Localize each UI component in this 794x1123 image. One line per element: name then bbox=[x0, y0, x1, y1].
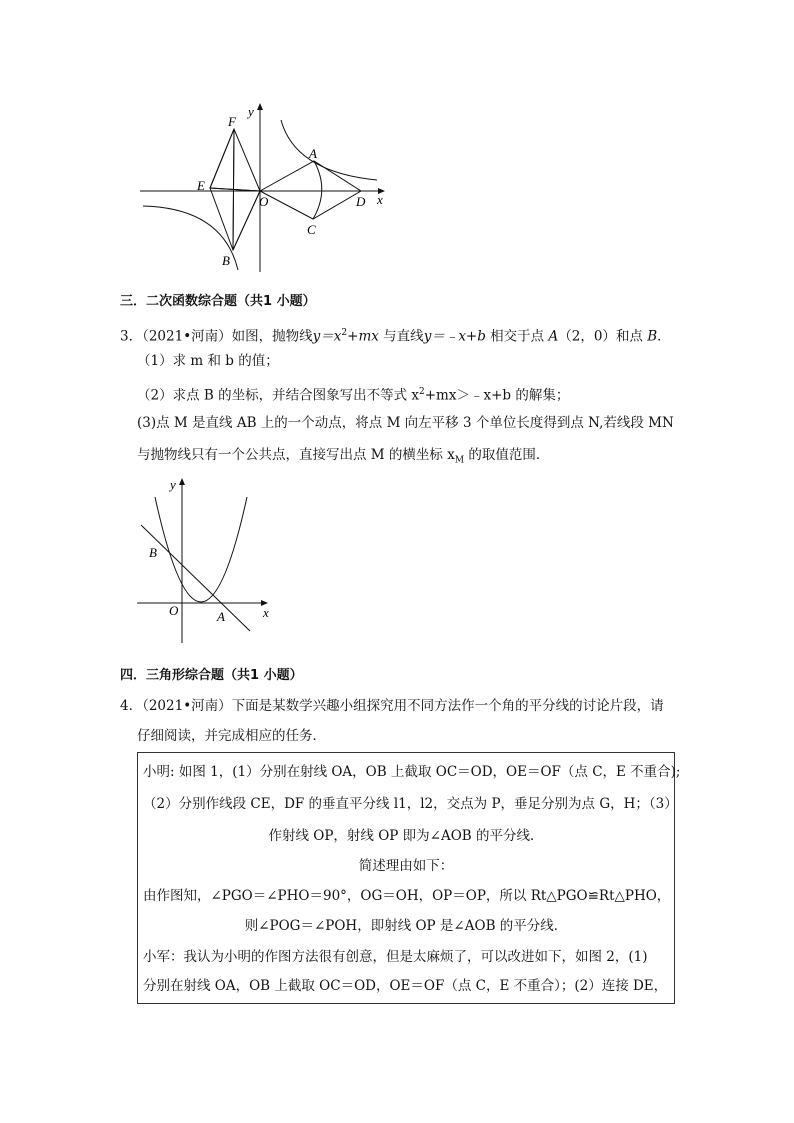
question4-line1: 4．（2021•河南）下面是某数学兴趣小组探究用不同方法作一个角的平分线的讨论片段，请 bbox=[120, 698, 664, 714]
label-C: C bbox=[307, 222, 316, 237]
y-axis-arrow bbox=[179, 478, 185, 485]
section3-heading: 三．二次函数综合题（共1 小题） bbox=[120, 294, 316, 309]
label-x: x bbox=[377, 192, 383, 207]
box-line2: （2）分别作线段 CE，DF 的垂直平分线 l1，l2，交点为 P，垂足分别为点 G，H；（3） bbox=[143, 796, 678, 812]
box-line8: 分别在射线 OA，OB 上截取 OC＝OD，OE＝OF（点 C，E 不重合）；(2）连接 DE， bbox=[143, 978, 668, 994]
box-line7: 小军：我认为小明的作图方法很有创意，但是太麻烦了，可以改进如下，如图 2，(1) bbox=[143, 949, 648, 965]
label-B: B bbox=[222, 253, 230, 268]
rhombus-right bbox=[260, 161, 361, 219]
question3-part2: （2）求点 B 的坐标，并结合图象写出不等式 $x^2+mx>﹣x+b$ 的解集； bbox=[137, 387, 570, 404]
label-E: E bbox=[197, 178, 205, 193]
question3-part1: （1）求 m 和 b 的值； bbox=[137, 353, 279, 369]
arc-AC bbox=[313, 161, 322, 219]
label-y: y bbox=[170, 477, 176, 492]
label-O: O bbox=[259, 194, 269, 209]
label-D: D bbox=[356, 194, 366, 209]
box-line1: 小明: 如图 1，(1）分别在射线 OA，OB 上截取 OC＝OD，OE＝OF（点 C，E 不重合); bbox=[143, 764, 681, 780]
question3-part3-line1: (3)点 M 是直线 AB 上的一个动点，将点 M 向左平移 3 个单位长度得到点 N,若线段 MN bbox=[137, 415, 674, 431]
y-axis-arrow bbox=[257, 103, 263, 110]
box-line3: 作射线 OP，射线 OP 即为∠AOB 的平分线． bbox=[268, 828, 544, 844]
line-AB bbox=[141, 525, 250, 631]
box-line4: 简述理由如下： bbox=[358, 858, 454, 874]
question3-part3-line2: 与抛物线只有一个公共点，直接写出点 M 的横坐标 $x_M$ 的取值范围． bbox=[137, 447, 550, 466]
section4-heading: 四．三角形综合题（共1 小题） bbox=[120, 668, 303, 683]
label-B: B bbox=[149, 545, 157, 560]
label-x: x bbox=[263, 605, 269, 620]
box-line6: 则∠POG＝∠POH，即射线 OP 是∠AOB 的平分线． bbox=[244, 918, 568, 934]
label-O: O bbox=[169, 603, 179, 618]
label-A: A bbox=[217, 609, 225, 624]
label-F: F bbox=[228, 114, 236, 129]
question4-line2: 仔细阅读，并完成相应的任务． bbox=[137, 728, 326, 744]
parabola bbox=[155, 497, 247, 602]
box-line5: 由作图知，∠PGO＝∠PHO＝90°，OG＝OH，OP＝OP，所以 Rt△PGO≌Rt△PHO， bbox=[143, 888, 671, 904]
label-A: A bbox=[309, 146, 317, 161]
label-y: y bbox=[248, 104, 254, 119]
figure-parabola-line bbox=[135, 475, 275, 645]
figure-hyperbola-rhombi bbox=[135, 100, 395, 275]
question3-stem: 3．（2021•河南）如图，抛物线$y=x^2+mx$ 与直线y＝﹣x+b 相交于点 A（2，0）和点 B． bbox=[120, 328, 671, 345]
